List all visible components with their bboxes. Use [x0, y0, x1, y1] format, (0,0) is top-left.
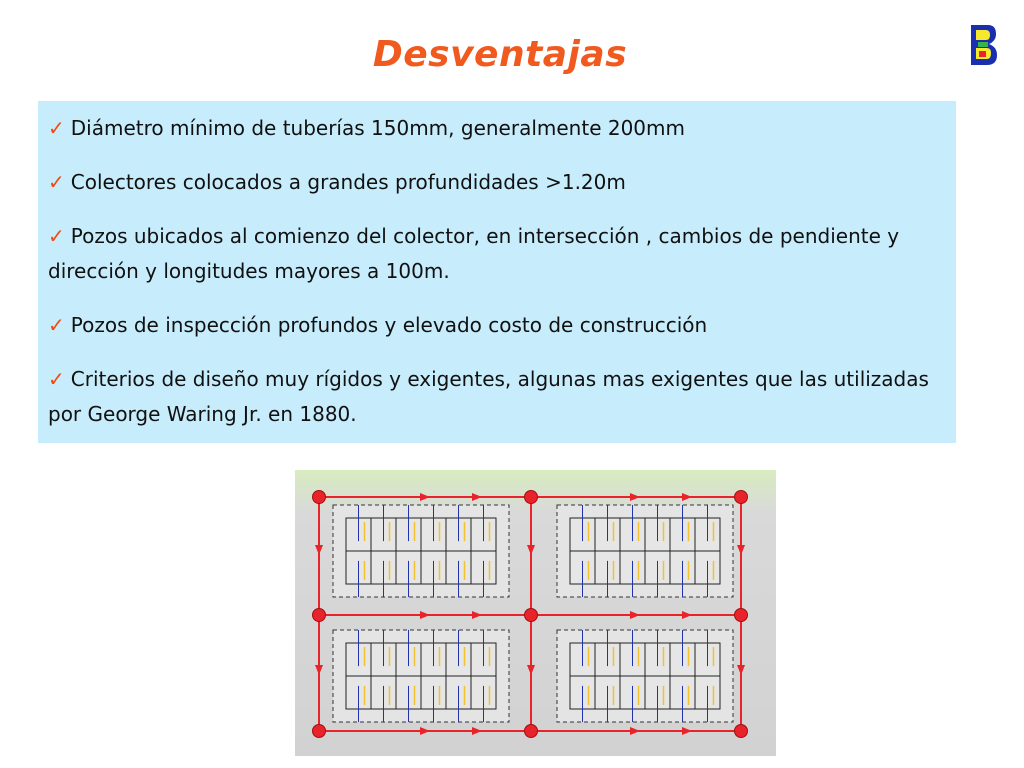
manhole [735, 491, 748, 504]
check-icon: ✓ [48, 367, 65, 391]
list-item: ✓ Pozos ubicados al comienzo del colector, en intersección , cambios de pendiente y dirección y longitudes mayores a 100m. [48, 224, 900, 283]
logo-icon [968, 22, 998, 68]
sewer-network-diagram [295, 470, 776, 756]
manhole [735, 609, 748, 622]
list-item: ✓ Pozos de inspección profundos y elevado costo de construcción [48, 313, 708, 337]
list-item: ✓ Criterios de diseño muy rígidos y exigentes, algunas mas exigentes que las utilizadas por George Waring Jr. en 1880. [48, 367, 929, 426]
list-item: ✓ Diámetro mínimo de tuberías 150mm, generalmente 200mm [48, 116, 685, 140]
check-icon: ✓ [48, 170, 65, 194]
manhole [313, 491, 326, 504]
check-icon: ✓ [48, 224, 65, 248]
manhole [313, 609, 326, 622]
manhole [313, 725, 326, 738]
check-icon: ✓ [48, 116, 65, 140]
slide-title: Desventajas [372, 34, 628, 75]
disadvantages-list [38, 101, 956, 443]
manhole [735, 725, 748, 738]
check-icon: ✓ [48, 313, 65, 337]
manhole [525, 609, 538, 622]
manhole [525, 491, 538, 504]
manhole [525, 725, 538, 738]
list-item: ✓ Colectores colocados a grandes profundidades >1.20m [48, 170, 626, 194]
